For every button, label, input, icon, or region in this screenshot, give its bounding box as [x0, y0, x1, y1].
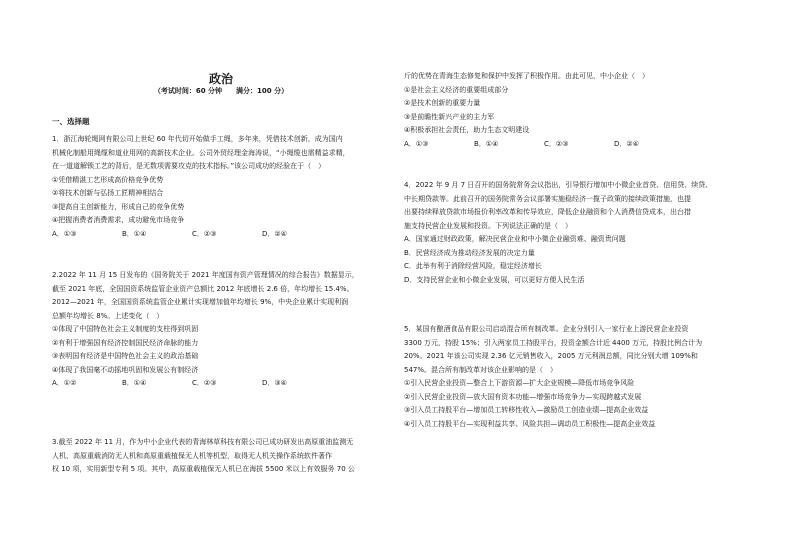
- option: ④体现了我国毫不动摇地巩固和发展公有制经济: [52, 365, 199, 374]
- option: ③引入员工持股平台—增加员工转移性收入—激励员工创造业绩—提高企业效益: [404, 406, 649, 414]
- section-heading: 一、选择题: [52, 117, 90, 126]
- option: ①凭借精湛工艺形成高价格竞争优势: [52, 175, 164, 184]
- answer-b: B．①④: [122, 229, 147, 238]
- option: ④引入员工持股平台—实现利益共享、风险共担—调动员工积极性—提高企业效益: [404, 419, 656, 428]
- question-stem-line: 人机、高原重载消防无人机和高原重载植保无人机等机型，取得无人机关操作系统软件著作: [52, 451, 332, 460]
- question-stem-line: 2012—2021 年，全国国资系统监管企业累计实现增加值年均增长 9%，中央企业累计实现利润: [52, 298, 349, 306]
- page-title: 政治: [208, 72, 233, 86]
- answer-choices: [404, 138, 744, 152]
- answer-c: C．②③: [192, 229, 217, 238]
- question-stem-line: 机械化制船用绳缆和道业用网的高新技术企业。公司外贸经理金海涛说，“小绳缆也需精益求精，: [52, 148, 350, 157]
- question-stem-line: 1．浙江海轮绳网有限公司上世纪 60 年代切开始做手工绳，多年来，凭借技术创新，成为国内: [52, 135, 343, 143]
- question-stem-line: 总额年均增长 8%。上述变化（ ）: [52, 311, 164, 320]
- question-stem-line: 3.截至 2022 年 11 月，作为中小企业代表的青海林草科技有限公司已成功研发出高原重油监测无: [52, 438, 354, 446]
- question-stem-line: 20%。2021 年该公司实现 2.36 亿元销售收入，2005 万元利润总额，同比分别大增 109%和: [404, 352, 698, 360]
- question-5: [404, 323, 744, 431]
- question-stem-line: 4．2022 年 9 月 7 日召开的国务院常务会议指出，引导银行增加中小微企业首贷、信用贷、续贷、: [404, 181, 713, 189]
- answer-a: A．①③: [52, 229, 77, 238]
- option: ①是社会主义经济的重要组成部分: [404, 85, 509, 94]
- option: ②是技术创新的重要力量: [404, 99, 481, 107]
- answer-a: A．①③: [404, 139, 429, 148]
- exam-info: （考试时间：60 分钟 满分：100 分）: [153, 87, 289, 95]
- answer-d: D．③④: [262, 379, 287, 387]
- question-stem-line: 中长期贷款等。此前召开的国务院常务会议部署实施稳经济一揽子政策的接续政策措施，也提: [404, 194, 691, 203]
- question-stem-line: 截至 2021 年底，全国国资系统监管企业资产总额比 2012 年底增长 2.6 倍，年均增长 15.4%。: [52, 284, 354, 293]
- answer-d: D．②④: [614, 139, 639, 148]
- option: ②将技术创新与弘扬工匠精神相结合: [52, 189, 164, 197]
- question-stem-line: 547%。混合所有制改革对该企业影响的是（ ）: [404, 365, 558, 374]
- question-stem-line: 2.2022 年 11 月 15 日发布的《国务院关于 2021 年度国有资产管理情况的综合报告》数据显示，: [52, 271, 359, 279]
- option: ②有利于增强国有经济控制国民经济命脉的能力: [52, 338, 199, 347]
- option: ③提高自主创新能力，形成自己的竞争优势: [52, 202, 185, 211]
- question-1: [52, 133, 390, 241]
- option: C．此举有利于消除经营风险，稳定经济增长: [404, 262, 542, 270]
- question-3: [52, 436, 390, 477]
- question-stem-line: 斤的优势在青海生态修复和保护中发挥了积极作用。由此可见，中小企业（ ）: [404, 72, 649, 80]
- option: ④积极承担社会责任，助力生态文明建设: [404, 126, 530, 134]
- answer-d: D．②④: [262, 229, 287, 238]
- question-stem-line: 出要持续释放贷款市场报价利率改革和传导效应，降低企业融资和个人消费信贷成本，出台措: [404, 208, 691, 216]
- option: B．民营经济成为推动经济发展的决定力量: [404, 248, 535, 257]
- question-2: [52, 269, 390, 391]
- option: ①体现了中国特色社会主义制度的支柱得到巩固: [52, 325, 199, 333]
- question-4: [404, 179, 744, 287]
- question-stem-line: 权 10 项，实用新型专利 5 项。其中，高原重载植保无人机已在海拔 5500 米以上有效服务 70 公: [52, 465, 355, 473]
- option: ③是前瞻性新兴产业的主力军: [404, 112, 495, 121]
- question-stem-line: 5．某国有酿酒食品有限公司启动混合所有制改革。企业分别引入一家行业上游民营企业投资: [404, 325, 689, 333]
- answer-choices: [52, 228, 390, 242]
- answer-b: B．①④: [474, 139, 499, 148]
- question-stem-line: 在一道道解锁工艺的背后，是无数项需要攻克的技术指标。”该公司成功的经验在于（ ）: [52, 162, 326, 170]
- answer-b: B．①④: [122, 379, 147, 387]
- option: A．国家通过财政政策，解决民营企业和中小微企业融资难、融资贵问题: [404, 235, 626, 243]
- question-stem-line: 施支持民营企业发展和投资。下列说法正确的是（ ）: [404, 221, 572, 230]
- answer-c: C．②③: [544, 139, 569, 148]
- option: ②引入民营企业投资—放大国有资本功能—增强市场竞争力—实现跨越式发展: [404, 392, 642, 401]
- option: ③表明国有经济是中国特色社会主义的政治基础: [52, 352, 199, 360]
- option: ④把握消费者消费需求，成功避免市场竞争: [52, 216, 185, 224]
- answer-c: C．②③: [192, 379, 217, 387]
- question-stem-line: 3300 万元，持股 15%；引入两家员工持股平台，投资金额合计近 4400 万元，持股比例合计为: [404, 338, 703, 347]
- option: D．支持民营企业和小微企业发展，可以更好方便人民生活: [404, 275, 585, 284]
- question-3-continued: [404, 70, 744, 151]
- option: ①引入民营企业投资—整合上下游资源—扩大企业规模—降低市场竞争风险: [404, 379, 635, 387]
- answer-choices: [52, 377, 390, 391]
- answer-a: A．①②: [52, 379, 77, 387]
